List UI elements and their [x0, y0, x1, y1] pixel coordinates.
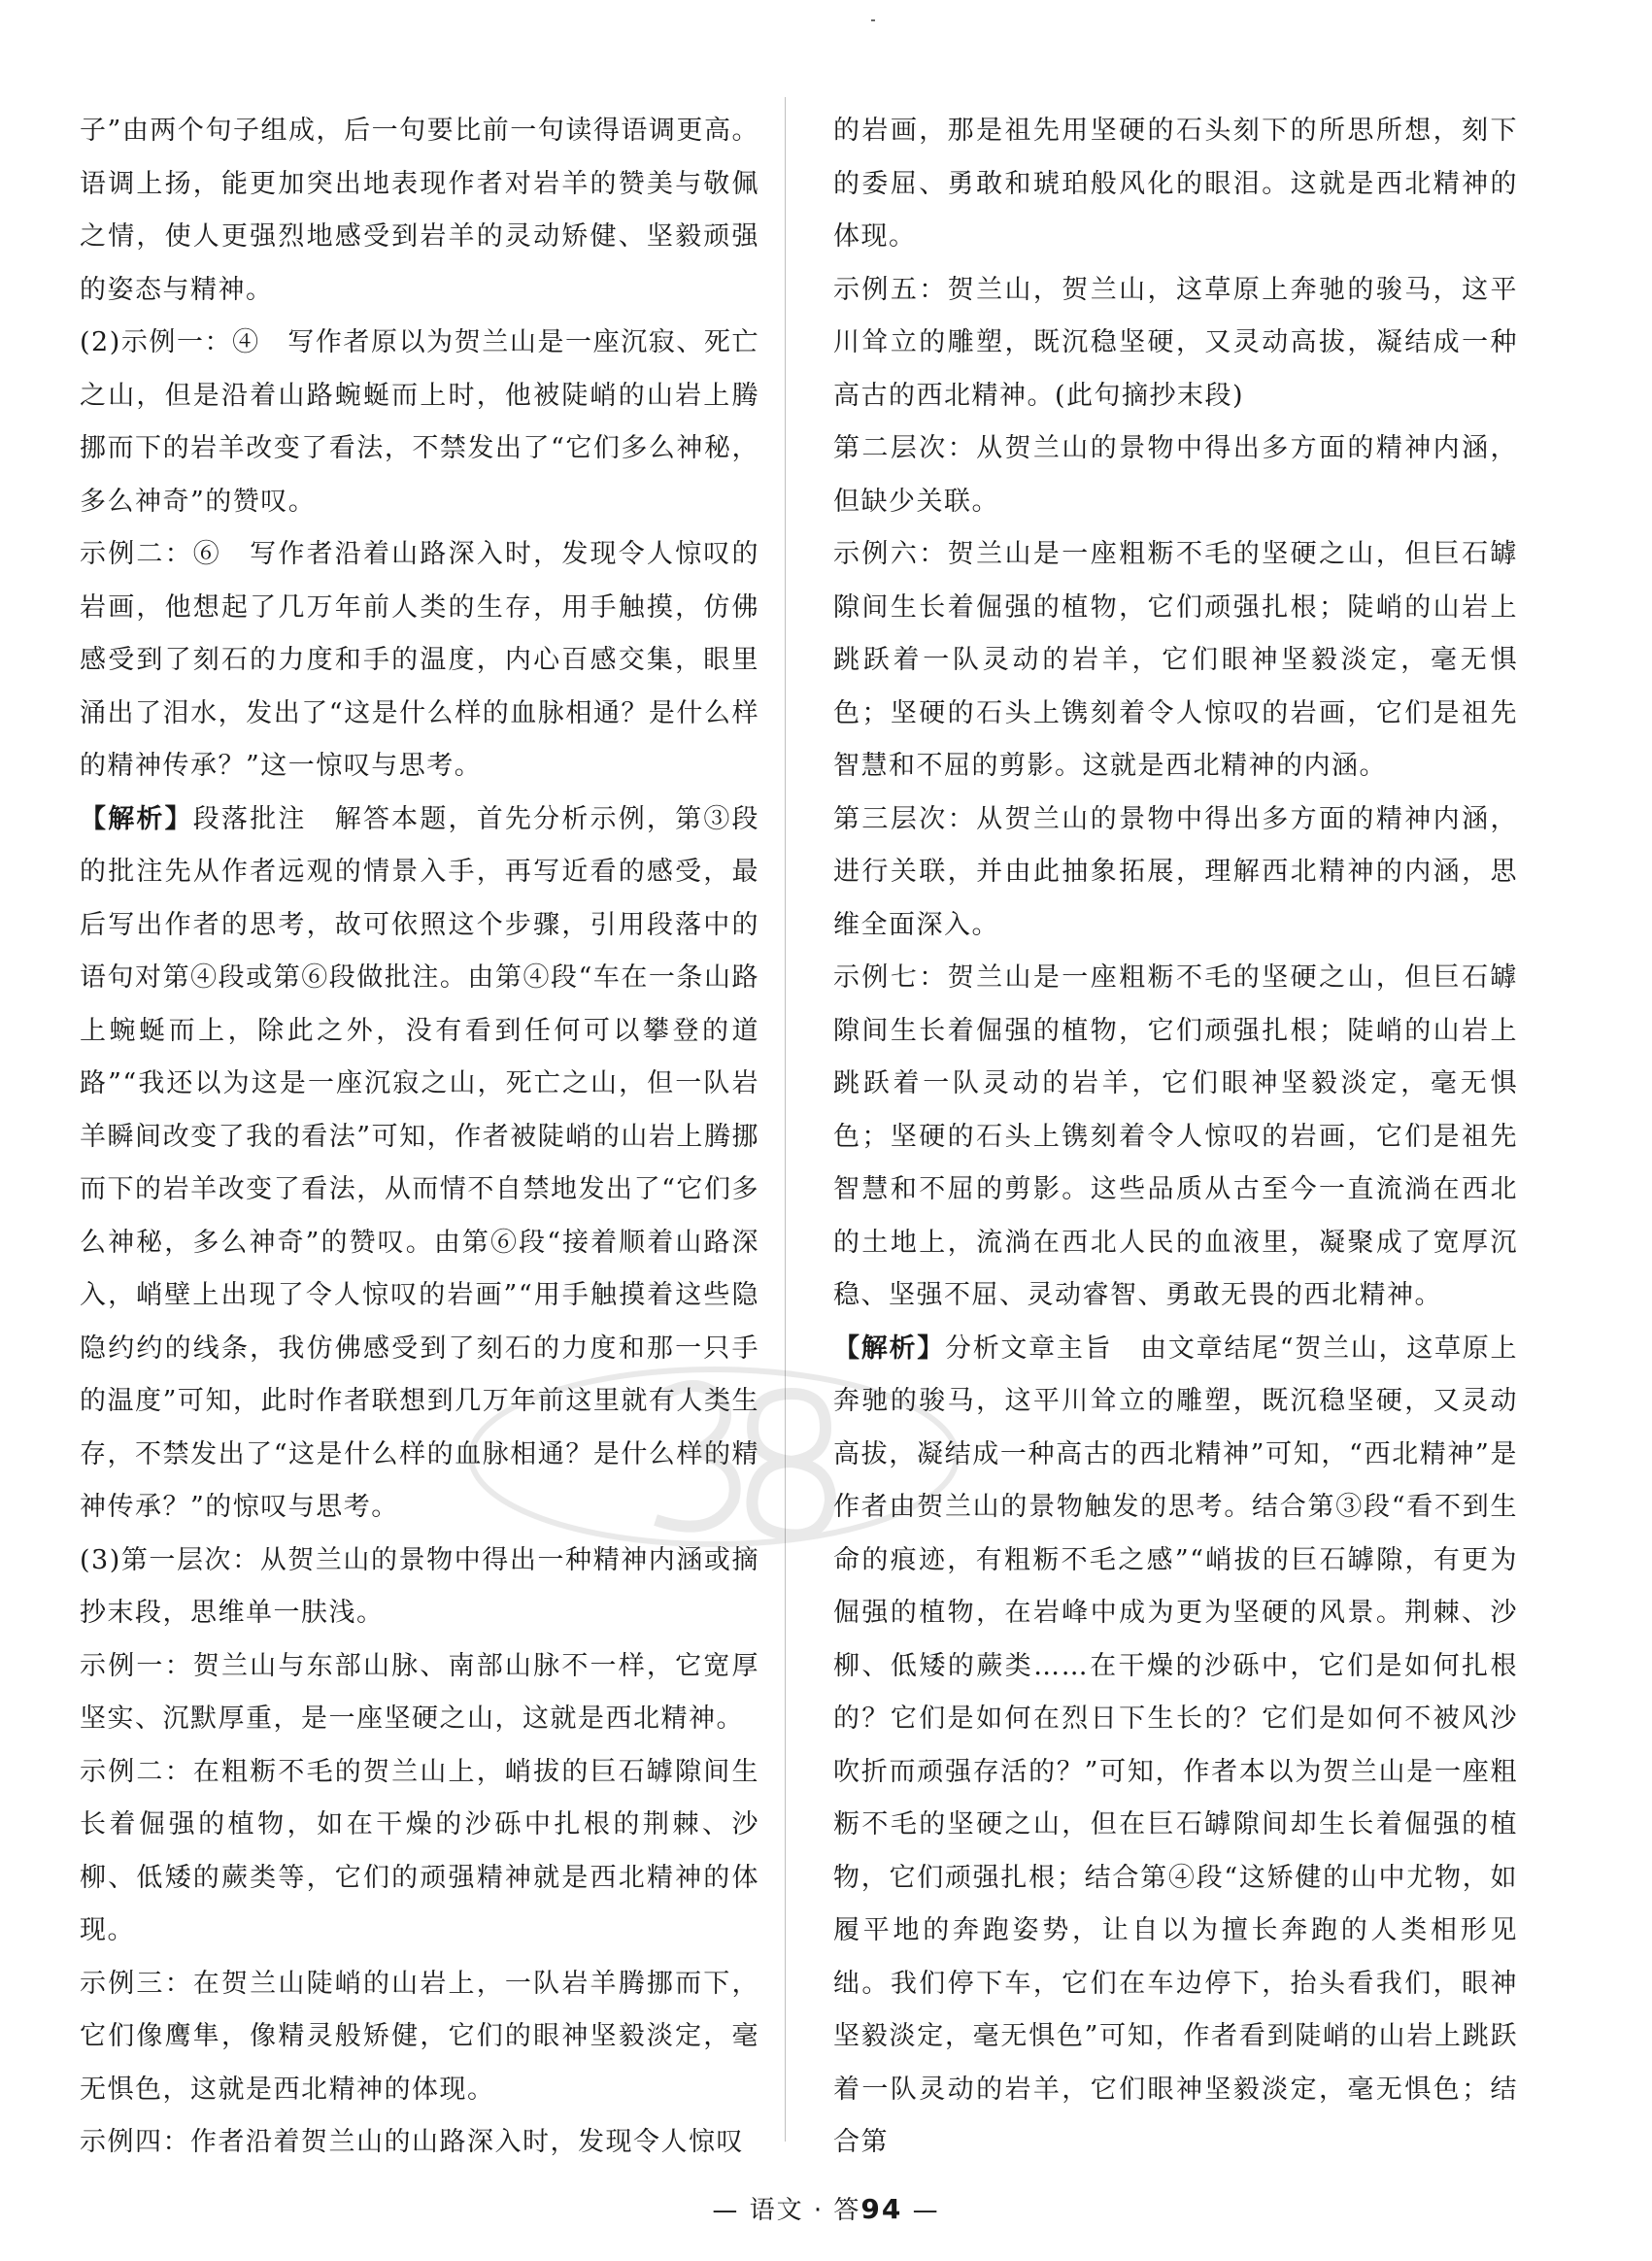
right-paragraph-4: 示例六：贺兰山是一座粗粝不毛的坚硬之山，但巨石罅隙间生长着倔强的植物，它们顽强扎根；陡峭的山岩上跳跃着一队灵动的岩羊，它们眼神坚毅淡定，毫无惧色；坚硬的石头上镌刻着令人惊叹的岩画，它们是祖先智慧和不屈的剪影。这就是西北精神的内涵。 — [833, 539, 1518, 781]
footer-dot: · — [813, 2196, 825, 2225]
footer-answer: 答 — [833, 2196, 861, 2225]
analysis-tag: 【解析】 — [80, 803, 193, 834]
left-analysis-text: 段落批注 解答本题，首先分析示例，第③段的批注先从作者远观的情景入手，再写近看的感受，最后写出作者的思考，故可依照这个步骤，引用段落中的语句对第④段或第⑥段做批注。由第④段“车在一条山路上蜿蜒而上，除此之外，没有看到任何可以攀登的道路”“我还以为这是一座沉寂之山，死亡之山，但一队岩羊瞬间改变了我的看法”可知，作者被陡峭的山岩上腾挪而下的岩羊改变了看法，从而情不自禁地发出了“它们多么神秘，多么神奇”的赞叹。由第⑥段“接着顺着山路深入，峭壁上出现了令人惊叹的岩画”“用手触摸着这些隐隐约约的线条，我仿佛感受到了刻石的力度和那一只手的温度”可知，此时作者联想到几万年前这里就有人类生存，不禁发出了“这是什么样的血脉相通？是什么样的精神传承？”的惊叹与思考。 — [80, 803, 760, 1522]
left-analysis-paragraph — [80, 793, 759, 1535]
right-paragraph-3: 第二层次：从贺兰山的景物中得出多方面的精神内涵，但缺少关联。 — [833, 433, 1518, 517]
page-number: 94 — [860, 2193, 903, 2225]
right-column — [833, 105, 1518, 2170]
right-analysis-text: 分析文章主旨 由文章结尾“贺兰山，这草原上奔驰的骏马，这平川耸立的雕塑，既沉稳坚硬，又灵动高拔，凝结成一种高古的西北精神”可知，“西北精神”是作者由贺兰山的景物触发的思考。结合第③段“看不到生命的痕迹，有粗粝不毛之感”“峭拔的巨石罅隙，有更为倔强的植物，在岩峰中成为更为坚硬的风景。荆棘、沙柳、低矮的蕨类……在干燥的沙砾中，它们是如何扎根的？它们是如何在烈日下生长的？它们是如何不被风沙吹折而顽强存活的？”可知，作者本以为贺兰山是一座粗粝不毛的坚硬之山，但在巨石罅隙间却生长着倔强的植物，它们顽强扎根；结合第④段“这矫健的山中尤物，如履平地的奔跑姿势，让自以为擅长奔跑的人类相形见绌。我们停下车，它们在车边停下，抬头看我们，眼神坚毅淡定，毫无惧色”可知，作者看到陡峭的山岩上跳跃着一队灵动的岩羊，它们眼神坚毅淡定，毫无惧色；结合第 — [833, 1333, 1518, 2157]
right-paragraph-6: 示例七：贺兰山是一座粗粝不毛的坚硬之山，但巨石罅隙间生长着倔强的植物，它们顽强扎根；陡峭的山岩上跳跃着一队灵动的岩羊，它们眼神坚毅淡定，毫无惧色；坚硬的石头上镌刻着令人惊叹的岩画，它们是祖先智慧和不屈的剪影。这些品质从古至今一直流淌在西北的土地上，流淌在西北人民的血液里，凝聚成了宽厚沉稳、坚强不屈、灵动睿智、勇敢无畏的西北精神。 — [833, 962, 1518, 1310]
analysis-tag: 【解析】 — [833, 1333, 945, 1364]
left-paragraph-7: 示例二：在粗粝不毛的贺兰山上，峭拔的巨石罅隙间生长着倔强的植物，如在干燥的沙砾中扎根的荆棘、沙柳、低矮的蕨类等，它们的顽强精神就是西北精神的体现。 — [80, 1756, 759, 1945]
left-paragraph-3: 示例二：⑥ 写作者沿着山路深入时，发现令人惊叹的岩画，他想起了几万年前人类的生存，用手触摸，仿佛感受到了刻石的力度和手的温度，内心百感交集，眼里涌出了泪水，发出了“这是什么样的血脉相通？是什么样的精神传承？”这一惊叹与思考。 — [80, 539, 759, 781]
left-paragraph-2: (2)示例一：④ 写作者原以为贺兰山是一座沉寂、死亡之山，但是沿着山路蜿蜒而上时，他被陡峭的山岩上腾挪而下的岩羊改变了看法，不禁发出了“它们多么神秘，多么神奇”的赞叹。 — [80, 327, 759, 517]
left-column — [80, 105, 759, 2170]
left-paragraph-1: 子”由两个句子组成，后一句要比前一句读得语调更高。语调上扬，能更加突出地表现作者对岩羊的赞美与敬佩之情，使人更强烈地感受到岩羊的灵动矫健、坚毅顽强的姿态与精神。 — [80, 116, 759, 305]
right-paragraph-2: 示例五：贺兰山，贺兰山，这草原上奔驰的骏马，这平川耸立的雕塑，既沉稳坚硬，又灵动高拔，凝结成一种高古的西北精神。(此句摘抄末段) — [833, 274, 1518, 411]
right-analysis-paragraph — [833, 1323, 1518, 2170]
left-paragraph-8: 示例三：在贺兰山陡峭的山岩上，一队岩羊腾挪而下，它们像鹰隼，像精灵般矫健，它们的眼神坚毅淡定，毫无惧色，这就是西北精神的体现。 — [80, 1968, 759, 2105]
left-paragraph-6: 示例一：贺兰山与东部山脉、南部山脉不一样，它宽厚坚实、沉默厚重，是一座坚硬之山，这就是西北精神。 — [80, 1650, 759, 1734]
footer-dash-right: — — [912, 2196, 940, 2225]
footer-dash-left: — — [712, 2196, 740, 2225]
page-footer — [0, 2190, 1652, 2226]
column-divider — [785, 97, 786, 2142]
right-paragraph-5: 第三层次：从贺兰山的景物中得出多方面的精神内涵，进行关联，并由此抽象拓展，理解西北精神的内涵，思维全面深入。 — [833, 803, 1518, 940]
left-paragraph-5: (3)第一层次：从贺兰山的景物中得出一种精神内涵或摘抄末段，思维单一肤浅。 — [80, 1544, 759, 1628]
right-paragraph-1: 的岩画，那是祖先用坚硬的石头刻下的所思所想，刻下的委屈、勇敢和琥珀般风化的眼泪。这就是西北精神的体现。 — [833, 116, 1518, 252]
top-mark — [871, 19, 875, 21]
footer-subject: 语文 — [749, 2196, 804, 2225]
left-paragraph-9: 示例四：作者沿着贺兰山的山路深入时，发现令人惊叹 — [80, 2127, 744, 2157]
